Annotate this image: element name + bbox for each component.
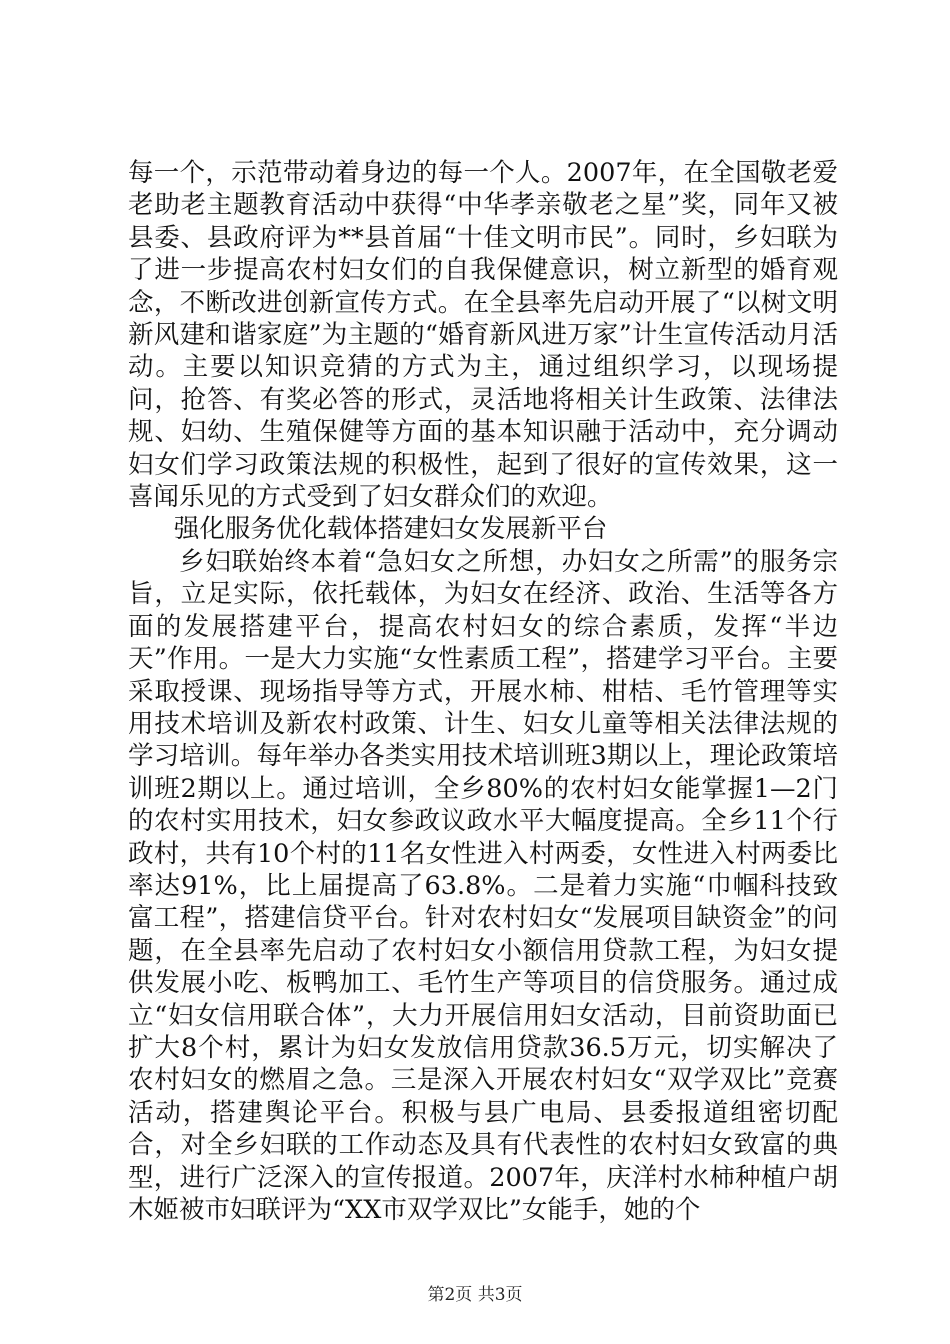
paragraph-continued: 每一个，示范带动着身边的每一个人。2007年，在全国敬老爱老助老主题教育活动中获得“中华孝亲敬老之星”奖，同年又被县委、县政府评为**县首届“十佳文明市民”。同时，乡妇联为了进一步提高农村妇女们的自我保健意识，树立新型的婚育观念，不断改进创新宣传方式。在全县率先启动开展了“以树文明新风建和谐家庭”为主题的“婚育新风进万家”计生宣传活动月活动。主要以知识竞猜的方式为主，通过组织学习，以现场提问，抢答、有奖必答的形式，灵活地将相关计生政策、法律法规、妇幼、生殖保健等方面的基本知识融于活动中，充分调动妇女们学习政策法规的积极性，起到了很好的宣传效果，这一喜闻乐见的方式受到了妇女群众们的欢迎。 [128,158,838,513]
document-body [128,157,838,1226]
section-heading: 强化服务优化载体搭建妇女发展新平台 [173,514,608,545]
paragraph: 乡妇联始终本着“急妇女之所想，办妇女之所需”的服务宗旨，立足实际，依托载体，为妇女在经济、政治、生活等各方面的发展搭建平台，提高农村妇女的综合素质，发挥“半边天”作用。一是大力实施“女性素质工程”，搭建学习平台。主要采取授课、现场指导等方式，开展水柿、柑桔、毛竹管理等实用技术培训及新农村政策、计生、妇女儿童等相关法律法规的学习培训。每年举办各类实用技术培训班3期以上，理论政策培训班2期以上。通过培训，全乡80%的农村妇女能掌握1—2门的农村实用技术，妇女参政议政水平大幅度提高。全乡11个行政村，共有10个村的11名女性进入村两委，女性进入村两委比率达91%，比上届提高了63.8%。二是着力实施“巾帼科技致富工程”，搭建信贷平台。针对农村妇女“发展项目缺资金”的问题，在全县率先启动了农村妇女小额信用贷款工程，为妇女提供发展小吃、板鸭加工、毛竹生产等项目的信贷服务。通过成立“妇女信用联合体”，大力开展信用妇女活动，目前资助面已扩大8个村，累计为妇女发放信用贷款36.5万元，切实解决了农村妇女的燃眉之急。三是深入开展农村妇女“双学双比”竞赛活动，搭建舆论平台。积极与县广电局、县委报道组密切配合，对全乡妇联的工作动态及具有代表性的农村妇女致富的典型，进行广泛深入的宣传报道。2007年，庆洋村水柿种植户胡木姬被市妇联评为“XX市双学双比”女能手，她的个 [128,546,838,1225]
page-footer: 第2页 共3页 [427,1285,523,1305]
